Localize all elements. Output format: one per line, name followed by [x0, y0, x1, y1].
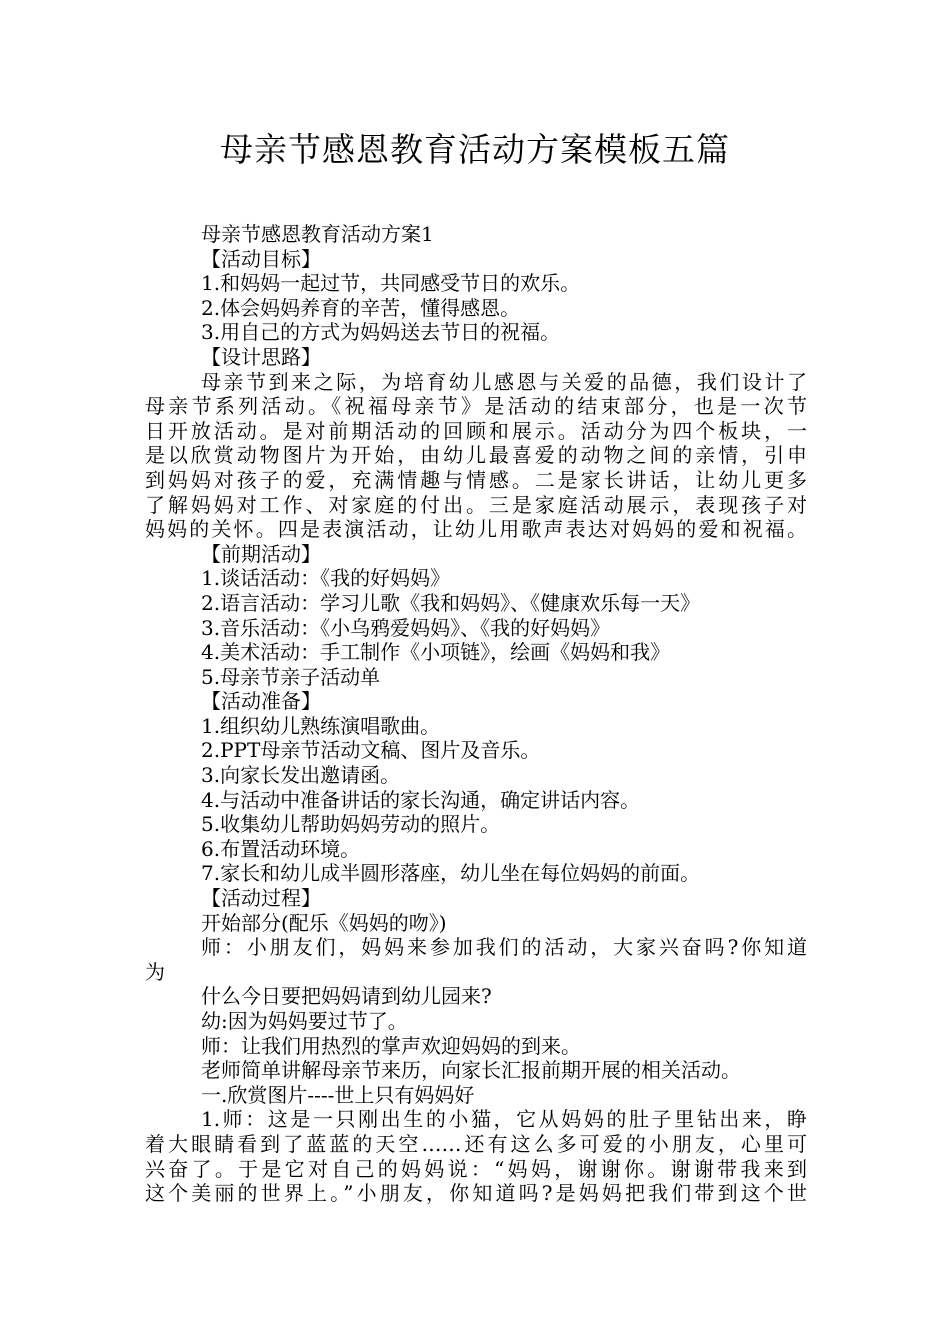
text-line: 3.用自己的方式为妈妈送去节日的祝福。 — [201, 320, 561, 345]
text-line: 2.语言活动：学习儿歌《我和妈妈》、《健康欢乐每一天》 — [201, 590, 701, 615]
text-line: 幼:因为妈妈要过节了。 — [201, 1009, 408, 1033]
text-line: 开始部分(配乐《妈妈的吻》) — [201, 910, 447, 935]
text-line: 一.欣赏图片----世上只有妈妈好 — [201, 1082, 475, 1107]
text-line: 5.母亲节亲子活动单 — [201, 664, 381, 689]
text-line: 了解妈妈对工作、对家庭的付出。三是家庭活动展示，表现孩子对 — [145, 492, 807, 517]
text-line: 1.组织幼儿熟练演唱歌曲。 — [201, 713, 441, 738]
text-line: 5.收集幼儿帮助妈妈劳动的照片。 — [201, 812, 501, 837]
text-line: 妈妈的关怀。四是表演活动，让幼儿用歌声表达对妈妈的爱和祝福。 — [145, 517, 807, 542]
text-line: 4.与活动中准备讲话的家长沟通，确定讲话内容。 — [201, 787, 641, 812]
text-line: 师：让我们用热烈的掌声欢迎妈妈的到来。 — [201, 1033, 581, 1058]
text-line: 什么今日要把妈妈请到幼儿园来? — [201, 984, 492, 1009]
document-title: 母亲节感恩教育活动方案模板五篇 — [220, 130, 730, 169]
text-line: 日开放活动。是对前期活动的回顾和展示。活动分为四个板块，一 — [145, 418, 807, 443]
text-line: 【设计思路】 — [201, 344, 321, 369]
text-line: 1.和妈妈一起过节，共同感受节日的欢乐。 — [201, 271, 581, 296]
text-line: 1.谈话活动：《我的好妈妈》 — [201, 566, 451, 591]
text-line: 老师简单讲解母亲节来历，向家长汇报前期开展的相关活动。 — [201, 1058, 741, 1083]
text-line: 7.家长和幼儿成半圆形落座，幼儿坐在每位妈妈的前面。 — [201, 861, 701, 886]
document-body — [145, 222, 807, 1206]
text-line: 3.向家长发出邀请函。 — [201, 763, 401, 788]
text-line: 2.体会妈妈养育的辛苦，懂得感恩。 — [201, 295, 521, 320]
text-line: 【活动准备】 — [201, 689, 321, 714]
text-line: 母亲节系列活动。《祝福母亲节》是活动的结束部分，也是一次节 — [145, 394, 807, 419]
text-line: 1.师：这是一只刚出生的小猫，它从妈妈的肚子里钻出来，睁 — [201, 1107, 807, 1132]
text-line: 这个美丽的世界上。”小朋友，你知道吗?是妈妈把我们带到这个世 — [145, 1181, 807, 1206]
text-line: 【前期活动】 — [201, 541, 321, 566]
text-line: 兴奋了。于是它对自己的妈妈说：“妈妈，谢谢你。谢谢带我来到 — [145, 1156, 807, 1181]
text-line: 3.音乐活动：《小乌鸦爱妈妈》、《我的好妈妈》 — [201, 615, 611, 640]
text-line: 母亲节到来之际，为培育幼儿感恩与关爱的品德，我们设计了 — [201, 369, 807, 394]
text-line: 为 — [145, 959, 165, 984]
text-line: 【活动目标】 — [201, 246, 321, 271]
text-line: 2.PPT母亲节活动文稿、图片及音乐。 — [201, 738, 541, 763]
text-line: 母亲节感恩教育活动方案1 — [201, 222, 434, 246]
text-line: 6.布置活动环境。 — [201, 836, 361, 861]
text-line: 4.美术活动：手工制作《小项链》，绘画《妈妈和我》 — [201, 640, 671, 665]
text-line: 【活动过程】 — [201, 886, 321, 911]
text-line: 着大眼睛看到了蓝蓝的天空……还有这么多可爱的小朋友，心里可 — [145, 1131, 807, 1156]
text-line: 到妈妈对孩子的爱，充满情趣与情感。二是家长讲话，让幼儿更多 — [145, 467, 807, 492]
text-line: 是以欣赏动物图片为开始，由幼儿最喜爱的动物之间的亲情，引申 — [145, 443, 807, 468]
text-line: 师：小朋友们，妈妈来参加我们的活动，大家兴奋吗?你知道 — [201, 935, 807, 960]
